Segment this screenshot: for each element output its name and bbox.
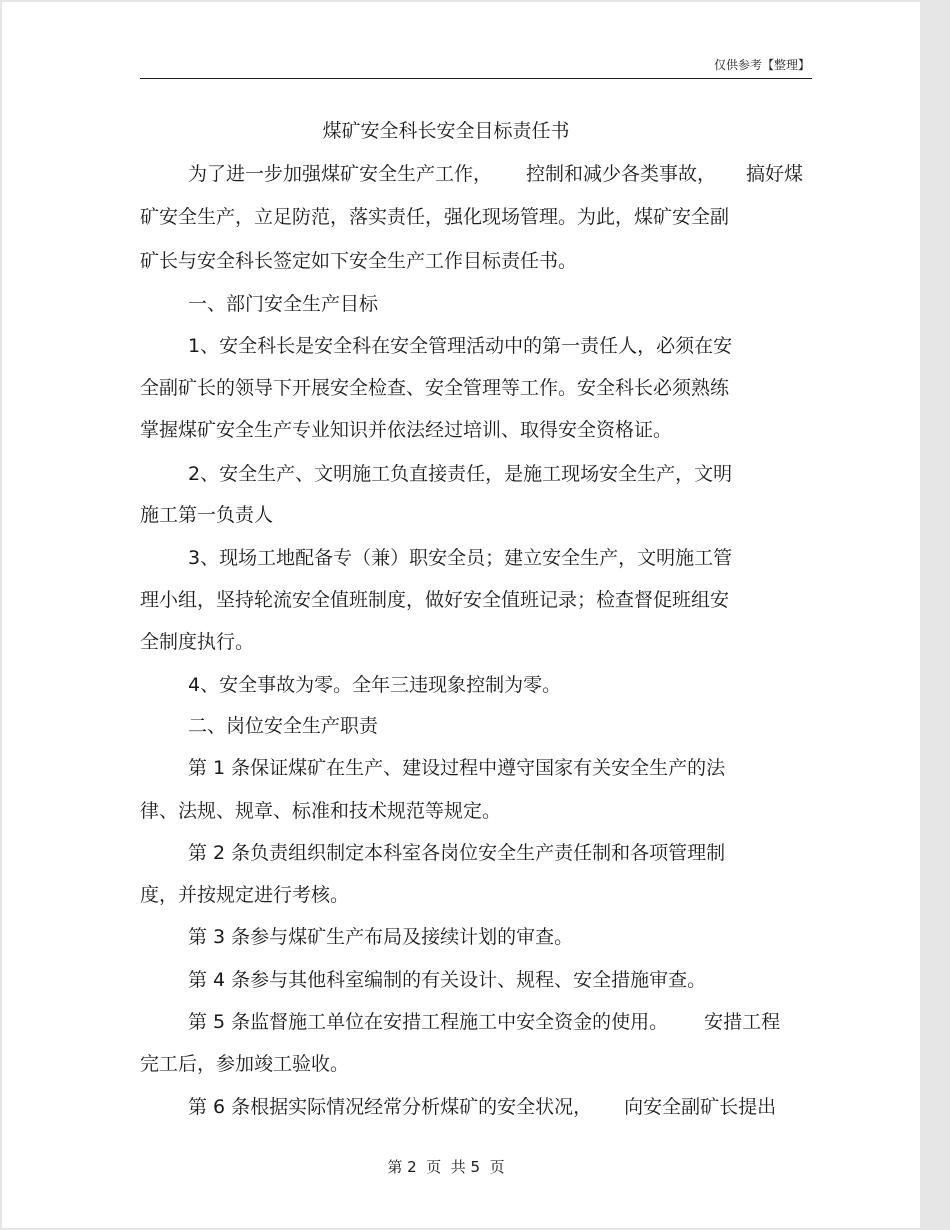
section-heading-2: 二、岗位安全生产职责 (188, 715, 379, 737)
article5-segment-2: 安措工程 (704, 1011, 781, 1033)
section-heading-1: 一、部门安全生产目标 (188, 293, 379, 315)
item2-line-2: 施工第一负责人 (140, 504, 274, 526)
document-title: 煤矿安全科长安全目标责任书 (322, 120, 570, 142)
item2-line-1: 2、安全生产、文明施工负直接责任，是施工现场安全生产，文明 (188, 463, 733, 485)
intro-segment-2: 控制和减少各类事故， (526, 163, 717, 185)
article6-segment-1: 第 6 条根据实际情况经常分析煤矿的安全状况， (188, 1096, 593, 1118)
intro-segment-1: 为了进一步加强煤矿安全生产工作， (188, 163, 493, 185)
page-number: 第 2 页 共 5 页 (387, 1158, 505, 1176)
article5-line-1 (188, 1009, 780, 1035)
article6-line-1 (188, 1094, 776, 1120)
article6-segment-2: 向安全副矿长提出 (624, 1096, 777, 1118)
item3-line-2: 理小组，坚持轮流安全值班制度，做好安全值班记录；检查督促班组安 (140, 589, 730, 611)
header-note: 仅供参考【整理】 (713, 58, 810, 72)
intro-line-2: 矿安全生产，立足防范，落实责任，强化现场管理。为此，煤矿安全副 (140, 206, 730, 228)
article5-line-2: 完工后，参加竣工验收。 (140, 1053, 350, 1075)
document-page (2, 2, 920, 1228)
item1-line-1: 1、安全科长是安全科在安全管理活动中的第一责任人，必须在安 (188, 335, 733, 357)
item3-line-1: 3、现场工地配备专（兼）职安全员；建立安全生产，文明施工管 (188, 547, 733, 569)
item1-line-2: 全副矿长的领导下开展安全检查、安全管理等工作。安全科长必须熟练 (140, 377, 730, 399)
intro-segment-3: 搞好煤 (746, 163, 804, 185)
header-rule (140, 78, 812, 79)
item3-line-3: 全制度执行。 (140, 631, 255, 653)
article4-line: 第 4 条参与其他科室编制的有关设计、规程、安全措施审查。 (188, 969, 707, 991)
article5-segment-1: 第 5 条监督施工单位在安措工程施工中安全资金的使用。 (188, 1011, 669, 1033)
article2-line-2: 度，并按规定进行考核。 (140, 884, 350, 906)
item4-line: 4、安全事故为零。全年三违现象控制为零。 (188, 674, 562, 696)
item1-line-3: 掌握煤矿安全生产专业知识并依法经过培训、取得安全资格证。 (140, 419, 673, 441)
article3-line: 第 3 条参与煤矿生产布局及接续计划的审查。 (188, 926, 574, 948)
intro-line-1 (188, 161, 803, 187)
article2-line-1: 第 2 条负责组织制定本科室各岗位安全生产责任制和各项管理制 (188, 842, 726, 864)
intro-line-3: 矿长与安全科长签定如下安全生产工作目标责任书。 (140, 250, 578, 272)
article1-line-1: 第 1 条保证煤矿在生产、建设过程中遵守国家有关安全生产的法 (188, 757, 726, 779)
article1-line-2: 律、法规、规章、标准和技术规范等规定。 (140, 800, 502, 822)
